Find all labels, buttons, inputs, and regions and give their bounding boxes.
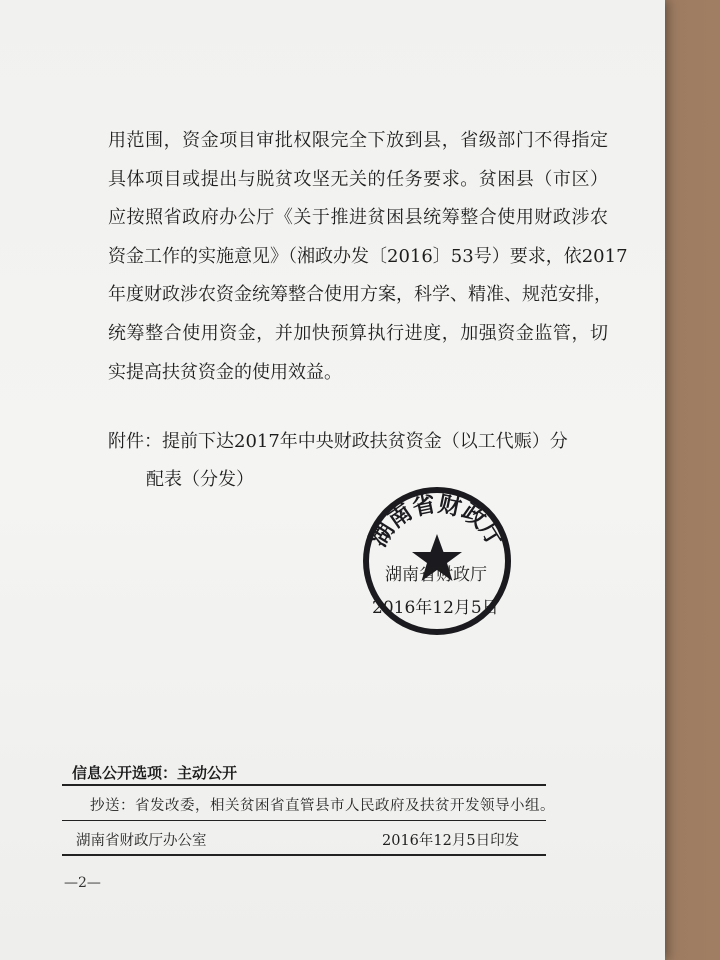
body-paragraph (108, 122, 628, 392)
body-line: 具体项目或提出与脱贫攻坚无关的任务要求。贫困县（市区） (108, 168, 608, 190)
cc-list: 抄送：省发改委，相关贫困省直管县市人民政府及扶贫开发领导小组。 (90, 798, 555, 814)
body-line: 用范围，资金项目审批权限完全下放到县，省级部门不得指定 (108, 130, 608, 151)
divider (62, 784, 546, 786)
info-disclosure-option: 信息公开选项：主动公开 (72, 764, 238, 782)
divider (62, 854, 546, 856)
attachment-line: 附件：提前下达2017年中央财政扶贫资金（以工代赈）分 (108, 431, 568, 452)
body-line: 年度财政涉农资金统筹整合使用方案，科学、精准、规范安排， (108, 284, 612, 306)
attachment-line: 配表（分发） (146, 469, 254, 490)
signature-date: 2016年12月5日 (372, 598, 499, 618)
issuing-office: 湖南省财政厅办公室 (76, 833, 207, 849)
seal-text: 湖南省财政厅 (365, 491, 509, 552)
body-line: 应按照省政府办公厅《关于推进贫困县统筹整合使用财政涉农 (108, 207, 608, 229)
page-number: —2— (64, 875, 101, 891)
body-line: 资金工作的实施意见》（湘政办发〔2016〕53号）要求，依2017 (108, 245, 628, 267)
issue-date: 2016年12月5日印发 (382, 833, 520, 849)
signer-organization: 湖南省财政厅 (385, 565, 487, 585)
divider (62, 820, 546, 821)
body-line: 统筹整合使用资金，并加快预算执行进度，加强资金监管，切 (108, 322, 608, 344)
body-line: 实提高扶贫资金的使用效益。 (108, 361, 342, 383)
